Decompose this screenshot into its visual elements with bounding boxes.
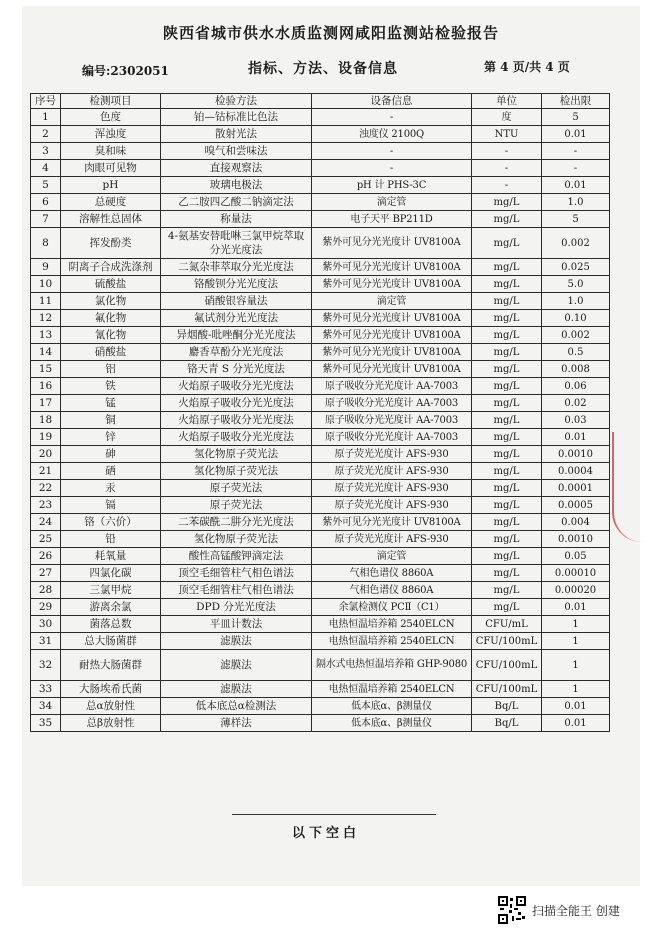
header-equipment: 设备信息: [312, 94, 472, 109]
table-row: [31, 681, 610, 698]
cell-equipment: 原子荧光光度计 AFS-930: [312, 497, 472, 514]
cell-equipment: 原子吸收分光光度计 AA-7003: [312, 378, 472, 395]
scanner-label: 扫描全能王 创建: [532, 903, 620, 918]
cell-unit: mg/L: [472, 228, 542, 259]
cell-index: 31: [31, 633, 61, 650]
cell-method: 火焰原子吸收分光光度法: [161, 412, 312, 429]
blank-note: 以下空白: [292, 826, 361, 841]
cell-index: 4: [31, 160, 61, 177]
header-item: 检测项目: [61, 94, 161, 109]
cell-index: 24: [31, 514, 61, 531]
seal-stamp: [612, 432, 654, 542]
cell-method: 氢化物原子荧光法: [161, 531, 312, 548]
cell-index: 5: [31, 177, 61, 194]
cell-limit: 5: [542, 109, 610, 126]
table-header-row: [31, 94, 610, 109]
cell-limit: 0.0001: [542, 480, 610, 497]
cell-equipment: -: [312, 143, 472, 160]
table-row: [31, 497, 610, 514]
cell-method: 顶空毛细管柱气相色谱法: [161, 565, 312, 582]
cell-method: DPD 分光光度法: [161, 599, 312, 616]
table-row: [31, 276, 610, 293]
cell-equipment: pH 计 PHS-3C: [312, 177, 472, 194]
qr-code-icon: [498, 896, 526, 924]
cell-index: 11: [31, 293, 61, 310]
cell-item: 游离余氯: [61, 599, 161, 616]
table-row: [31, 293, 610, 310]
cell-item: 色度: [61, 109, 161, 126]
cell-equipment: 电热恒温培养箱 2540ELCN: [312, 681, 472, 698]
cell-method: 散射光法: [161, 126, 312, 143]
cell-index: 8: [31, 228, 61, 259]
cell-index: 14: [31, 344, 61, 361]
report-number: 编号:2302051: [82, 64, 169, 78]
table-row: [31, 616, 610, 633]
cell-equipment: 余氯检测仪 PCⅡ（C1）: [312, 599, 472, 616]
cell-method: 乙二胺四乙酸二钠滴定法: [161, 194, 312, 211]
cell-index: 7: [31, 211, 61, 228]
cell-unit: mg/L: [472, 429, 542, 446]
cell-limit: 0.01: [542, 715, 610, 732]
cell-unit: mg/L: [472, 480, 542, 497]
cell-limit: 0.05: [542, 548, 610, 565]
cell-method: 直接观察法: [161, 160, 312, 177]
cell-equipment: 紫外可见分光光度计 UV8100A: [312, 310, 472, 327]
cell-index: 35: [31, 715, 61, 732]
cell-unit: mg/L: [472, 310, 542, 327]
cell-unit: 度: [472, 109, 542, 126]
cell-unit: -: [472, 160, 542, 177]
cell-limit: 5: [542, 211, 610, 228]
cell-index: 13: [31, 327, 61, 344]
cell-method: 氢化物原子荧光法: [161, 463, 312, 480]
table-row: [31, 429, 610, 446]
cell-item: 总大肠菌群: [61, 633, 161, 650]
cell-unit: mg/L: [472, 412, 542, 429]
section-title: 指标、方法、设备信息: [248, 61, 398, 77]
table-row: [31, 548, 610, 565]
table-row: [31, 160, 610, 177]
cell-unit: -: [472, 177, 542, 194]
table-row: [31, 565, 610, 582]
table-row: [31, 228, 610, 259]
cell-limit: 0.01: [542, 126, 610, 143]
cell-equipment: 紫外可见分光光度计 UV8100A: [312, 259, 472, 276]
cell-equipment: 原子荧光光度计 AFS-930: [312, 463, 472, 480]
scanner-watermark: [498, 896, 620, 924]
cell-index: 9: [31, 259, 61, 276]
cell-index: 33: [31, 681, 61, 698]
cell-unit: CFU/100mL: [472, 681, 542, 698]
cell-item: 铬（六价）: [61, 514, 161, 531]
table-row: [31, 126, 610, 143]
cell-index: 17: [31, 395, 61, 412]
cell-method: 铬天青 S 分光光度法: [161, 361, 312, 378]
cell-method: 二氮杂菲萃取分光光度法: [161, 259, 312, 276]
cell-item: 臭和味: [61, 143, 161, 160]
cell-limit: 0.002: [542, 327, 610, 344]
cell-equipment: 电热恒温培养箱 2540ELCN: [312, 633, 472, 650]
cell-index: 21: [31, 463, 61, 480]
table-row: [31, 194, 610, 211]
cell-unit: mg/L: [472, 463, 542, 480]
cell-method: 氟试剂分光光度法: [161, 310, 312, 327]
cell-limit: 1: [542, 633, 610, 650]
cell-limit: 1: [542, 650, 610, 681]
cell-item: 铁: [61, 378, 161, 395]
cell-index: 3: [31, 143, 61, 160]
cell-method: 火焰原子吸收分光光度法: [161, 395, 312, 412]
cell-limit: 0.10: [542, 310, 610, 327]
table-row: [31, 650, 610, 681]
cell-item: 铅: [61, 531, 161, 548]
cell-index: 2: [31, 126, 61, 143]
cell-index: 20: [31, 446, 61, 463]
cell-unit: mg/L: [472, 194, 542, 211]
cell-index: 30: [31, 616, 61, 633]
cell-item: 挥发酚类: [61, 228, 161, 259]
table-row: [31, 715, 610, 732]
cell-limit: 0.02: [542, 395, 610, 412]
cell-item: 硒: [61, 463, 161, 480]
cell-equipment: -: [312, 160, 472, 177]
cell-equipment: 紫外可见分光光度计 UV8100A: [312, 327, 472, 344]
cell-unit: mg/L: [472, 361, 542, 378]
cell-method: 异烟酸-吡唑酮分光光度法: [161, 327, 312, 344]
cell-method: 顶空毛细管柱气相色谱法: [161, 582, 312, 599]
cell-index: 23: [31, 497, 61, 514]
cell-unit: NTU: [472, 126, 542, 143]
table-row: [31, 480, 610, 497]
cell-index: 15: [31, 361, 61, 378]
cell-method: 薄样法: [161, 715, 312, 732]
cell-index: 26: [31, 548, 61, 565]
cell-unit: CFU/mL: [472, 616, 542, 633]
cell-limit: 0.0010: [542, 531, 610, 548]
cell-item: 镉: [61, 497, 161, 514]
cell-limit: 0.00020: [542, 582, 610, 599]
cell-item: 铝: [61, 361, 161, 378]
cell-equipment: 紫外可见分光光度计 UV8100A: [312, 344, 472, 361]
cell-limit: 1.0: [542, 293, 610, 310]
cell-method: 嗅气和尝味法: [161, 143, 312, 160]
table-row: [31, 327, 610, 344]
cell-equipment: 低本底α、β测量仪: [312, 698, 472, 715]
table-row: [31, 395, 610, 412]
cell-method: 称量法: [161, 211, 312, 228]
cell-equipment: 原子吸收分光光度计 AA-7003: [312, 429, 472, 446]
cell-method: 原子荧光法: [161, 497, 312, 514]
cell-unit: Bq/L: [472, 715, 542, 732]
cell-method: 平皿计数法: [161, 616, 312, 633]
cell-limit: 0.002: [542, 228, 610, 259]
cell-item: 砷: [61, 446, 161, 463]
table-row: [31, 109, 610, 126]
cell-method: 原子荧光法: [161, 480, 312, 497]
cell-equipment: 滴定管: [312, 293, 472, 310]
cell-method: 麝香草酚分光光度法: [161, 344, 312, 361]
cell-item: pH: [61, 177, 161, 194]
table-row: [31, 259, 610, 276]
cell-equipment: 隔水式电热恒温培养箱 GHP-9080: [312, 650, 472, 681]
cell-index: 19: [31, 429, 61, 446]
cell-unit: CFU/100mL: [472, 633, 542, 650]
table-row: [31, 361, 610, 378]
cell-unit: mg/L: [472, 211, 542, 228]
footer-divider: [232, 814, 436, 815]
cell-item: 氟化物: [61, 310, 161, 327]
cell-index: 12: [31, 310, 61, 327]
header-limit: 检出限: [542, 94, 610, 109]
cell-equipment: 紫外可见分光光度计 UV8100A: [312, 514, 472, 531]
cell-equipment: 紫外可见分光光度计 UV8100A: [312, 276, 472, 293]
cell-method: 铬酸钡分光光度法: [161, 276, 312, 293]
table-row: [31, 412, 610, 429]
cell-unit: CFU/100mL: [472, 650, 542, 681]
cell-index: 25: [31, 531, 61, 548]
cell-limit: -: [542, 143, 610, 160]
cell-unit: mg/L: [472, 548, 542, 565]
cell-item: 锰: [61, 395, 161, 412]
cell-index: 27: [31, 565, 61, 582]
table-row: [31, 514, 610, 531]
cell-unit: mg/L: [472, 395, 542, 412]
cell-item: 汞: [61, 480, 161, 497]
cell-unit: mg/L: [472, 565, 542, 582]
header-index: 序号: [31, 94, 61, 109]
table-row: [31, 531, 610, 548]
cell-index: 16: [31, 378, 61, 395]
cell-limit: 0.0010: [542, 446, 610, 463]
cell-index: 10: [31, 276, 61, 293]
cell-method: 玻璃电极法: [161, 177, 312, 194]
inspection-table: [30, 93, 610, 732]
cell-item: 溶解性总固体: [61, 211, 161, 228]
cell-equipment: 电热恒温培养箱 2540ELCN: [312, 616, 472, 633]
report-title: 陕西省城市供水水质监测网咸阳监测站检验报告: [162, 24, 499, 42]
cell-method: 火焰原子吸收分光光度法: [161, 429, 312, 446]
cell-item: 耗氧量: [61, 548, 161, 565]
cell-method: 氢化物原子荧光法: [161, 446, 312, 463]
table-row: [31, 599, 610, 616]
cell-equipment: 原子荧光光度计 AFS-930: [312, 480, 472, 497]
cell-limit: 0.00010: [542, 565, 610, 582]
cell-method: 滤膜法: [161, 633, 312, 650]
cell-unit: mg/L: [472, 276, 542, 293]
cell-item: 锌: [61, 429, 161, 446]
cell-method: 滤膜法: [161, 681, 312, 698]
cell-item: 肉眼可见物: [61, 160, 161, 177]
cell-index: 22: [31, 480, 61, 497]
cell-limit: 0.01: [542, 599, 610, 616]
cell-item: 浑浊度: [61, 126, 161, 143]
cell-item: 菌落总数: [61, 616, 161, 633]
cell-index: 34: [31, 698, 61, 715]
cell-limit: 0.01: [542, 177, 610, 194]
cell-method: 火焰原子吸收分光光度法: [161, 378, 312, 395]
cell-unit: mg/L: [472, 327, 542, 344]
cell-index: 1: [31, 109, 61, 126]
cell-method: 4-氨基安替吡啉三氯甲烷萃取分光光度法: [161, 228, 312, 259]
cell-index: 18: [31, 412, 61, 429]
cell-item: 氰化物: [61, 327, 161, 344]
cell-limit: 1: [542, 616, 610, 633]
cell-index: 6: [31, 194, 61, 211]
cell-equipment: 电子天平 BP211D: [312, 211, 472, 228]
cell-limit: 0.06: [542, 378, 610, 395]
cell-unit: mg/L: [472, 514, 542, 531]
cell-limit: 0.5: [542, 344, 610, 361]
cell-equipment: 紫外可见分光光度计 UV8100A: [312, 361, 472, 378]
cell-unit: mg/L: [472, 378, 542, 395]
table-row: [31, 310, 610, 327]
cell-item: 四氯化碳: [61, 565, 161, 582]
table-row: [31, 378, 610, 395]
cell-method: 滤膜法: [161, 650, 312, 681]
table-row: [31, 633, 610, 650]
cell-equipment: 低本底α、β测量仪: [312, 715, 472, 732]
cell-limit: 1.0: [542, 194, 610, 211]
cell-item: 氯化物: [61, 293, 161, 310]
cell-equipment: 原子荧光光度计 AFS-930: [312, 446, 472, 463]
table-row: [31, 463, 610, 480]
cell-method: 铂—钴标准比色法: [161, 109, 312, 126]
cell-item: 总α放射性: [61, 698, 161, 715]
cell-unit: mg/L: [472, 446, 542, 463]
cell-limit: 0.008: [542, 361, 610, 378]
cell-item: 三氯甲烷: [61, 582, 161, 599]
table-row: [31, 446, 610, 463]
cell-equipment: 紫外可见分光光度计 UV8100A: [312, 228, 472, 259]
cell-method: 二苯碳酰二肼分光光度法: [161, 514, 312, 531]
table-row: [31, 344, 610, 361]
cell-equipment: 滴定管: [312, 194, 472, 211]
cell-equipment: 滴定管: [312, 548, 472, 565]
table-row: [31, 582, 610, 599]
cell-unit: mg/L: [472, 344, 542, 361]
cell-method: 低本底总α检测法: [161, 698, 312, 715]
cell-limit: 5.0: [542, 276, 610, 293]
cell-index: 29: [31, 599, 61, 616]
cell-limit: -: [542, 160, 610, 177]
cell-limit: 0.004: [542, 514, 610, 531]
cell-unit: mg/L: [472, 497, 542, 514]
table-row: [31, 177, 610, 194]
table-row: [31, 698, 610, 715]
cell-limit: 0.01: [542, 429, 610, 446]
table-row: [31, 143, 610, 160]
cell-item: 总β放射性: [61, 715, 161, 732]
cell-limit: 0.0005: [542, 497, 610, 514]
cell-equipment: 浊度仪 2100Q: [312, 126, 472, 143]
cell-unit: Bq/L: [472, 698, 542, 715]
cell-item: 阴离子合成洗涤剂: [61, 259, 161, 276]
cell-index: 28: [31, 582, 61, 599]
cell-unit: mg/L: [472, 531, 542, 548]
cell-unit: mg/L: [472, 293, 542, 310]
cell-item: 耐热大肠菌群: [61, 650, 161, 681]
cell-item: 铜: [61, 412, 161, 429]
cell-limit: 0.025: [542, 259, 610, 276]
header-method: 检验方法: [161, 94, 312, 109]
cell-unit: mg/L: [472, 582, 542, 599]
cell-item: 硝酸盐: [61, 344, 161, 361]
cell-equipment: 原子荧光光度计 AFS-930: [312, 531, 472, 548]
page-indicator: 第 4 页/共 4 页: [484, 60, 570, 74]
cell-equipment: 原子吸收分光光度计 AA-7003: [312, 395, 472, 412]
cell-index: 32: [31, 650, 61, 681]
cell-unit: mg/L: [472, 259, 542, 276]
cell-equipment: -: [312, 109, 472, 126]
cell-limit: 0.0004: [542, 463, 610, 480]
cell-unit: -: [472, 143, 542, 160]
cell-item: 硫酸盐: [61, 276, 161, 293]
cell-unit: mg/L: [472, 599, 542, 616]
cell-equipment: 气相色谱仪 8860A: [312, 565, 472, 582]
cell-equipment: 原子吸收分光光度计 AA-7003: [312, 412, 472, 429]
cell-equipment: 气相色谱仪 8860A: [312, 582, 472, 599]
cell-limit: 0.03: [542, 412, 610, 429]
cell-method: 硝酸银容量法: [161, 293, 312, 310]
cell-limit: 0.01: [542, 698, 610, 715]
cell-item: 大肠埃希氏菌: [61, 681, 161, 698]
cell-method: 酸性高锰酸钾滴定法: [161, 548, 312, 565]
cell-limit: 1: [542, 681, 610, 698]
table-row: [31, 211, 610, 228]
header-unit: 单位: [472, 94, 542, 109]
cell-item: 总硬度: [61, 194, 161, 211]
